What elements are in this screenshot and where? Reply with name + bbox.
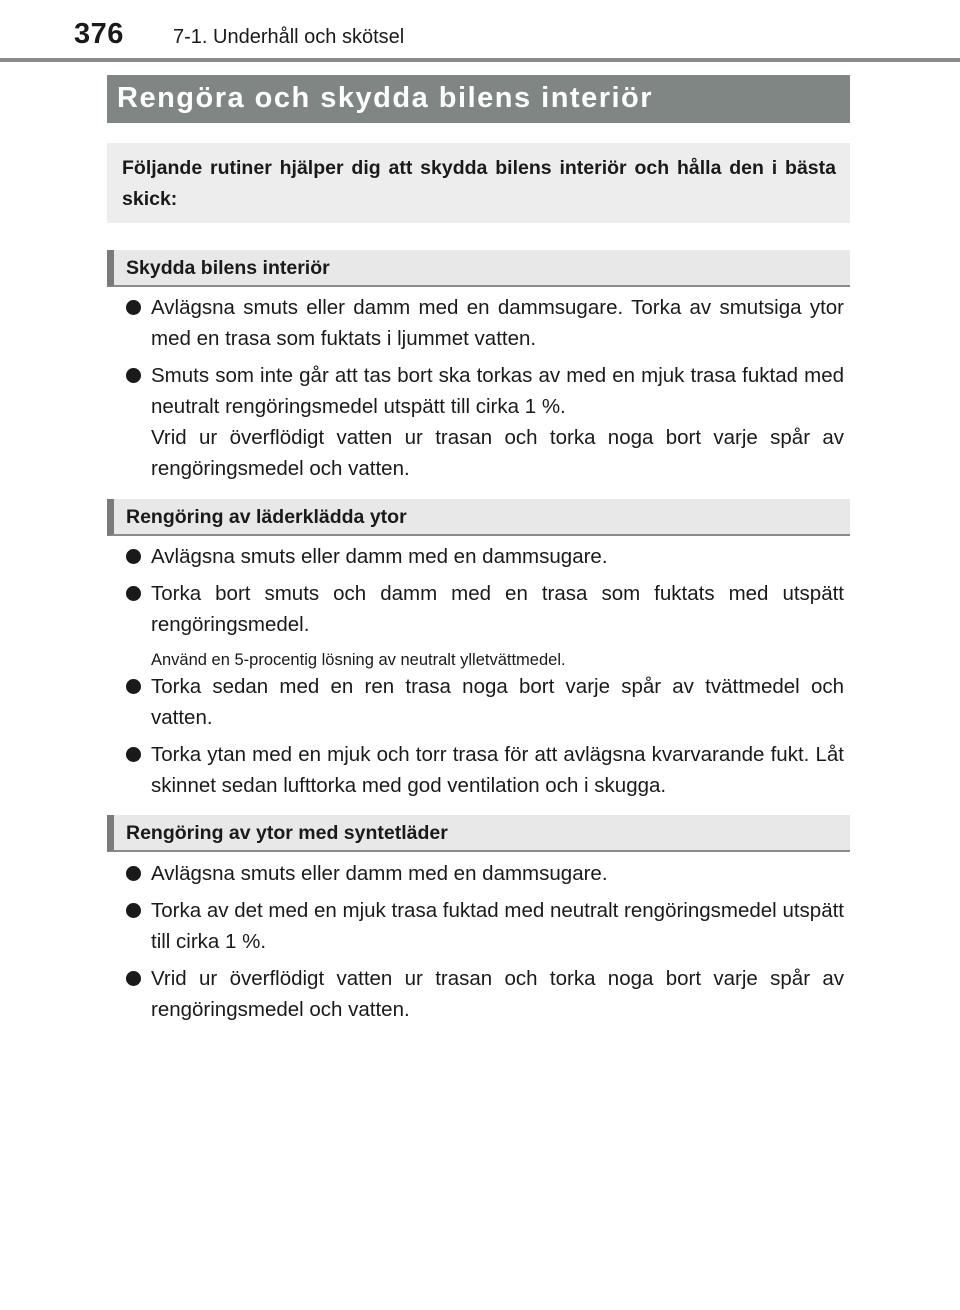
list-item <box>124 578 844 640</box>
chapter-title: 7-1. Underhåll och skötsel <box>173 26 405 48</box>
list-item <box>124 541 844 572</box>
header-divider <box>0 58 960 62</box>
bullet-dot-icon <box>126 586 141 601</box>
bullet-text: Smuts som inte går att tas bort ska torkas av med en mjuk trasa fuktad med neutralt rengöringsmedel utspätt till cirka 1 %. <box>151 364 844 418</box>
bullet-dot-icon <box>126 747 141 762</box>
intro-text: Följande rutiner hjälper dig att skydda bilens interiör och hålla den i bästa skick: <box>122 157 836 210</box>
list-item <box>124 858 844 889</box>
bullet-text: Avlägsna smuts eller damm med en dammsugare. Torka av smutsiga ytor med en trasa som fuktats i ljummet vatten. <box>151 296 844 350</box>
section-heading-synthetic-leather: Rengöring av ytor med syntetläder <box>107 815 850 852</box>
page-number: 376 <box>74 18 124 50</box>
bullet-dot-icon <box>126 866 141 881</box>
bullet-text: Torka av det med en mjuk trasa fuktad med neutralt rengöringsmedel utspätt till cirka 1 %. <box>151 899 844 953</box>
list-item <box>124 360 844 484</box>
bullet-extra-text: Vrid ur överflödigt vatten ur trasan och torka noga bort varje spår av rengöringsmedel och vatten. <box>151 426 844 480</box>
section-heading-protect-interior: Skydda bilens interiör <box>107 250 850 287</box>
bullet-list-synthetic-leather <box>124 858 844 1031</box>
bullet-dot-icon <box>126 300 141 315</box>
bullet-text: Avlägsna smuts eller damm med en dammsugare. <box>151 862 608 885</box>
detergent-note: Använd en 5-procentig lösning av neutralt ylletvättmedel. <box>151 651 566 669</box>
bullet-list-protect-interior <box>124 292 844 490</box>
bullet-dot-icon <box>126 368 141 383</box>
list-item <box>124 963 844 1025</box>
bullet-dot-icon <box>126 971 141 986</box>
bullet-text: Torka bort smuts och damm med en trasa som fuktats med utspätt rengöringsmedel. <box>151 582 844 636</box>
section-heading-leather: Rengöring av läderklädda ytor <box>107 499 850 536</box>
list-item <box>124 292 844 354</box>
bullet-dot-icon <box>126 549 141 564</box>
page-header <box>0 0 960 62</box>
page-title: Rengöra och skydda bilens interiör <box>107 75 850 123</box>
bullet-text: Torka ytan med en mjuk och torr trasa för att avlägsna kvarvarande fukt. Låt skinnet sedan lufttorka med god ventilation och i skugga. <box>151 743 844 797</box>
bullet-dot-icon <box>126 679 141 694</box>
list-item <box>124 739 844 801</box>
bullet-text: Vrid ur överflödigt vatten ur trasan och torka noga bort varje spår av rengöringsmedel och vatten. <box>151 967 844 1021</box>
list-item <box>124 895 844 957</box>
bullet-text: Avlägsna smuts eller damm med en dammsugare. <box>151 545 608 568</box>
list-item <box>124 671 844 733</box>
bullet-text: Torka sedan med en ren trasa noga bort varje spår av tvättmedel och vatten. <box>151 675 844 729</box>
bullet-dot-icon <box>126 903 141 918</box>
bullet-list-leather <box>124 541 844 646</box>
bullet-list-leather-continued <box>124 671 844 807</box>
intro-box <box>107 143 850 223</box>
